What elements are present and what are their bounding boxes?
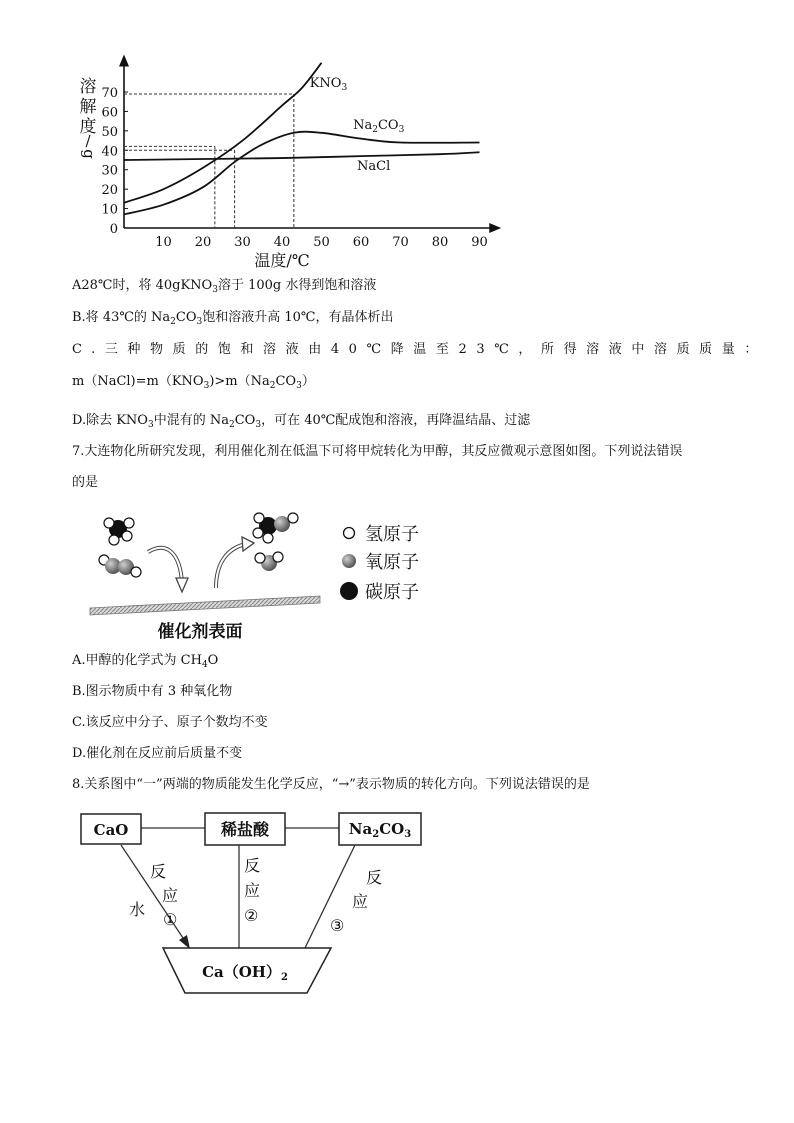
x-tick-label: 70 bbox=[392, 235, 409, 250]
q7-option-b: B.图示物质中有 3 种氧化物 bbox=[72, 684, 233, 699]
series-line-na2co3 bbox=[124, 132, 480, 215]
q6-option-c-line1: C.三种物质的饱和溶液由40℃降温至23℃，所得溶液中溶质质量： bbox=[72, 342, 767, 357]
reaction-label: ③ bbox=[330, 916, 345, 935]
catalyst-surface bbox=[90, 596, 320, 615]
legend-label: 碳原子 bbox=[365, 582, 419, 603]
legend-label: 氢原子 bbox=[365, 524, 419, 545]
y-tick-label: 40 bbox=[101, 144, 118, 160]
y-tick-label: 50 bbox=[101, 124, 118, 140]
legend-oxygen bbox=[342, 552, 419, 573]
arrow-head-icon bbox=[179, 935, 190, 949]
y-axis-label-5: g bbox=[80, 149, 98, 159]
box-label: CO bbox=[379, 820, 405, 838]
subscript: 2 bbox=[269, 381, 276, 391]
x-tick-label: 90 bbox=[471, 235, 488, 250]
y-tick-label: 30 bbox=[101, 163, 118, 179]
reaction-label: ② bbox=[244, 906, 259, 925]
q7-option-c: C.该反应中分子、原子个数均不变 bbox=[72, 715, 268, 730]
x-tick-label: 60 bbox=[352, 235, 370, 250]
q6-option-d bbox=[72, 412, 530, 434]
series-line-nacl bbox=[124, 152, 480, 160]
reaction-label: 反 bbox=[366, 868, 383, 887]
q7-option-d: D.催化剂在反应前后质量不变 bbox=[72, 746, 243, 761]
text: A28℃时，将 40gKNO bbox=[72, 278, 213, 293]
text: )>m（Na bbox=[209, 374, 270, 389]
reaction-label: 反 bbox=[244, 856, 261, 875]
reaction-micro-diagram bbox=[80, 500, 440, 645]
text: 饱和溶液升高 10℃，有晶体析出 bbox=[202, 310, 394, 325]
y-tick-label: 60 bbox=[101, 105, 118, 121]
reaction-label: 应 bbox=[162, 886, 179, 905]
x-tick-label: 30 bbox=[234, 235, 251, 250]
y-axis-arrow-icon bbox=[119, 54, 129, 66]
y-axis-label-1: 溶 bbox=[79, 77, 97, 97]
oxygen-molecule bbox=[99, 555, 141, 577]
relationship-diagram bbox=[75, 805, 435, 1005]
legend-carbon bbox=[340, 582, 419, 603]
subscript: 2 bbox=[228, 420, 235, 430]
oxygen-atom-icon bbox=[342, 554, 356, 568]
svg-text:Ca（OH）2 bbox=[202, 963, 288, 983]
arrow-down-icon bbox=[148, 548, 182, 582]
x-axis-label: 温度/℃ bbox=[254, 251, 310, 270]
y-axis-label-4: / bbox=[85, 132, 91, 150]
legend-label: 氧原子 bbox=[365, 552, 419, 573]
methanol-molecule bbox=[253, 513, 298, 543]
box-dilute-hcl bbox=[205, 813, 285, 845]
q6-option-b bbox=[72, 309, 393, 331]
text: ，可在 40℃配成饱和溶液，再降温结晶、过滤 bbox=[261, 413, 531, 428]
series-label-nacl: NaCl bbox=[357, 158, 391, 174]
subscript: 3 bbox=[212, 285, 218, 295]
subscript: 3 bbox=[404, 829, 412, 840]
y-tick-label: 20 bbox=[101, 183, 118, 199]
subscript: 4 bbox=[201, 660, 208, 670]
text: A.甲醇的化学式为 CH bbox=[72, 653, 202, 668]
reaction-label: 应 bbox=[244, 881, 261, 900]
x-tick-label: 40 bbox=[273, 235, 291, 250]
y-tick-label: 0 bbox=[109, 222, 118, 237]
reaction-label: 应 bbox=[352, 892, 369, 911]
svg-text:Na2CO3 bbox=[349, 820, 411, 840]
subscript: 3 bbox=[196, 317, 203, 327]
catalyst-surface-label: 催化剂表面 bbox=[157, 622, 243, 642]
box-cao bbox=[81, 814, 141, 844]
q8-stem: 8.关系图中“一”两端的物质能发生化学反应，“→”表示物质的转化方向。下列说法错误的是 bbox=[72, 777, 590, 792]
carbon-atom-icon bbox=[340, 582, 358, 600]
solubility-chart bbox=[70, 62, 488, 272]
text: O bbox=[207, 653, 219, 668]
subscript: 2 bbox=[372, 829, 380, 840]
q7-option-a bbox=[72, 652, 218, 674]
series-label-na2co3: $Na_2CO_3$ bbox=[353, 117, 405, 135]
text: CO bbox=[275, 374, 297, 389]
text: CO bbox=[234, 413, 256, 428]
y-axis-label-3: 度 bbox=[79, 117, 97, 137]
subscript: 3 bbox=[255, 420, 262, 430]
box-label: 稀盐酸 bbox=[220, 820, 270, 839]
reaction-label: 水 bbox=[129, 900, 146, 919]
text: m（NaCl)=m（KNO bbox=[72, 374, 204, 389]
subscript: 2 bbox=[170, 317, 176, 327]
q6-option-a bbox=[72, 277, 376, 299]
y-tick-label: 10 bbox=[101, 202, 118, 218]
y-axis-label-2: 解 bbox=[79, 97, 97, 117]
q7-stem-line2: 的是 bbox=[72, 475, 99, 490]
box-label: Na bbox=[348, 820, 373, 838]
text: D.除去 KNO bbox=[72, 413, 148, 428]
reaction-label: 反 bbox=[150, 862, 167, 881]
subscript: 3 bbox=[296, 381, 302, 391]
legend-hydrogen bbox=[344, 524, 420, 545]
text: 溶于 100g 水得到饱和溶液 bbox=[217, 278, 377, 293]
subscript: 3 bbox=[147, 420, 154, 430]
subscript: 3 bbox=[203, 381, 210, 391]
water-molecule bbox=[255, 552, 283, 571]
box-na2co3 bbox=[339, 813, 421, 845]
x-tick-label: 10 bbox=[155, 235, 172, 250]
text: 中混有的 Na bbox=[153, 413, 229, 428]
box-label: CaO bbox=[93, 821, 129, 839]
text: CO bbox=[175, 310, 197, 325]
text: B.将 43℃的 Na bbox=[72, 310, 171, 325]
text: ） bbox=[301, 374, 315, 389]
y-tick-label: 70 bbox=[101, 86, 118, 101]
x-axis-arrow-icon bbox=[489, 223, 501, 233]
hydrogen-atom-icon bbox=[344, 528, 355, 539]
methane-molecule bbox=[104, 518, 134, 545]
box-caoh2 bbox=[163, 948, 331, 993]
subscript: 2 bbox=[280, 972, 288, 983]
x-tick-label: 50 bbox=[313, 235, 330, 250]
q7-stem-line1: 7.大连物化所研究发现，利用催化剂在低温下可将甲烷转化为甲醇，其反应微观示意图如图。下列说法错误 bbox=[72, 444, 683, 459]
series-label-kno3: $KNO_3$ bbox=[309, 76, 348, 94]
x-tick-label: 80 bbox=[431, 235, 449, 250]
reaction-label: ① bbox=[163, 910, 178, 929]
q6-option-c-line2 bbox=[72, 373, 315, 395]
box-label: Ca（OH） bbox=[202, 963, 281, 981]
x-tick-label: 20 bbox=[194, 235, 212, 250]
